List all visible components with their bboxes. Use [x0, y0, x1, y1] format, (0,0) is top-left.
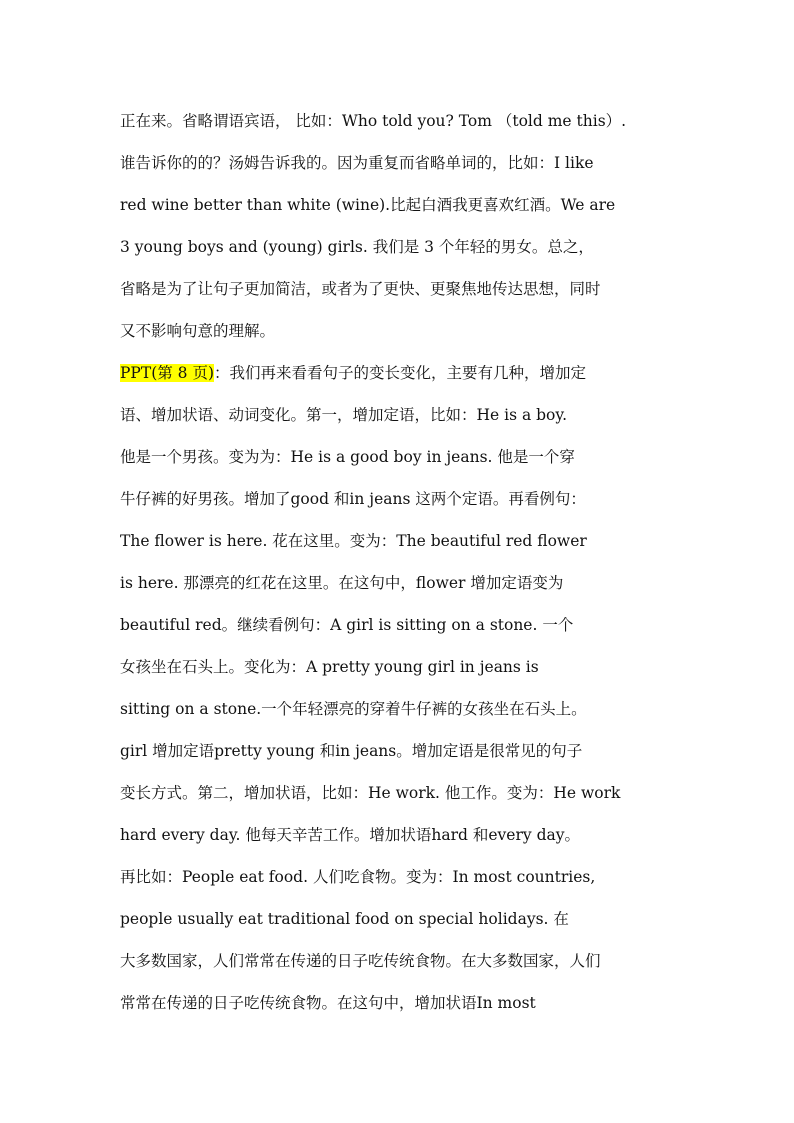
text-line: The flower is here. 花在这里。变为：The beautiful red flower [120, 532, 587, 550]
body-text [120, 100, 686, 1024]
text-line: beautiful red。继续看例句：A girl is sitting on a stone. 一个 [120, 616, 574, 634]
text-line: sitting on a stone.一个年轻漂亮的穿着牛仔裤的女孩坐在石头上。 [120, 700, 587, 718]
text-line: is here. 那漂亮的红花在这里。在这句中，flower 增加定语变为 [120, 574, 564, 592]
text-line: 女孩坐在石头上。变化为：A pretty young girl in jeans is [120, 658, 539, 676]
text-line: 语、增加状语、动词变化。第一，增加定语，比如：He is a boy. [120, 406, 568, 424]
text-line: 再比如：People eat food. 人们吃食物。变为：In most countries, [120, 868, 596, 886]
text-line: red wine better than white (wine).比起白酒我更喜欢红酒。We are [120, 196, 616, 214]
text-line: 又不影响句意的理解。 [120, 322, 276, 340]
text-line: girl 增加定语pretty young 和in jeans。增加定语是很常见的句子 [120, 742, 583, 760]
text-line: 他是一个男孩。变为为：He is a good boy in jeans. 他是一个穿 [120, 448, 575, 466]
text-line: 大多数国家，人们常常在传递的日子吃传统食物。在大多数国家，人们 [120, 952, 601, 970]
text-line: 省略是为了让句子更加简洁，或者为了更快、更聚焦地传达思想，同时 [120, 280, 601, 298]
text-line: 正在来。省略谓语宾语， 比如：Who told you? Tom （told me this）. [120, 112, 627, 130]
text-line: hard every day. 他每天辛苦工作。增加状语hard 和every day。 [120, 826, 580, 844]
text-line-rest: ：我们再来看看句子的变长变化，主要有几种，增加定 [214, 364, 587, 382]
text-line: 变长方式。第二，增加状语，比如：He work. 他工作。变为：He work [120, 784, 621, 802]
text-line [120, 352, 686, 394]
text-line: people usually eat traditional food on special holidays. 在 [120, 910, 569, 928]
text-line: 常常在传递的日子吃传统食物。在这句中，增加状语In most [120, 994, 536, 1012]
text-line: 牛仔裤的好男孩。增加了good 和in jeans 这两个定语。再看例句： [120, 490, 586, 508]
ppt-page-label: PPT(第 8 页) [120, 364, 215, 382]
text-line: 3 young boys and (young) girls. 我们是 3 个年轻的男女。总之， [120, 238, 594, 256]
text-line: 谁告诉你的的？汤姆告诉我的。因为重复而省略单词的，比如：I like [120, 154, 594, 172]
